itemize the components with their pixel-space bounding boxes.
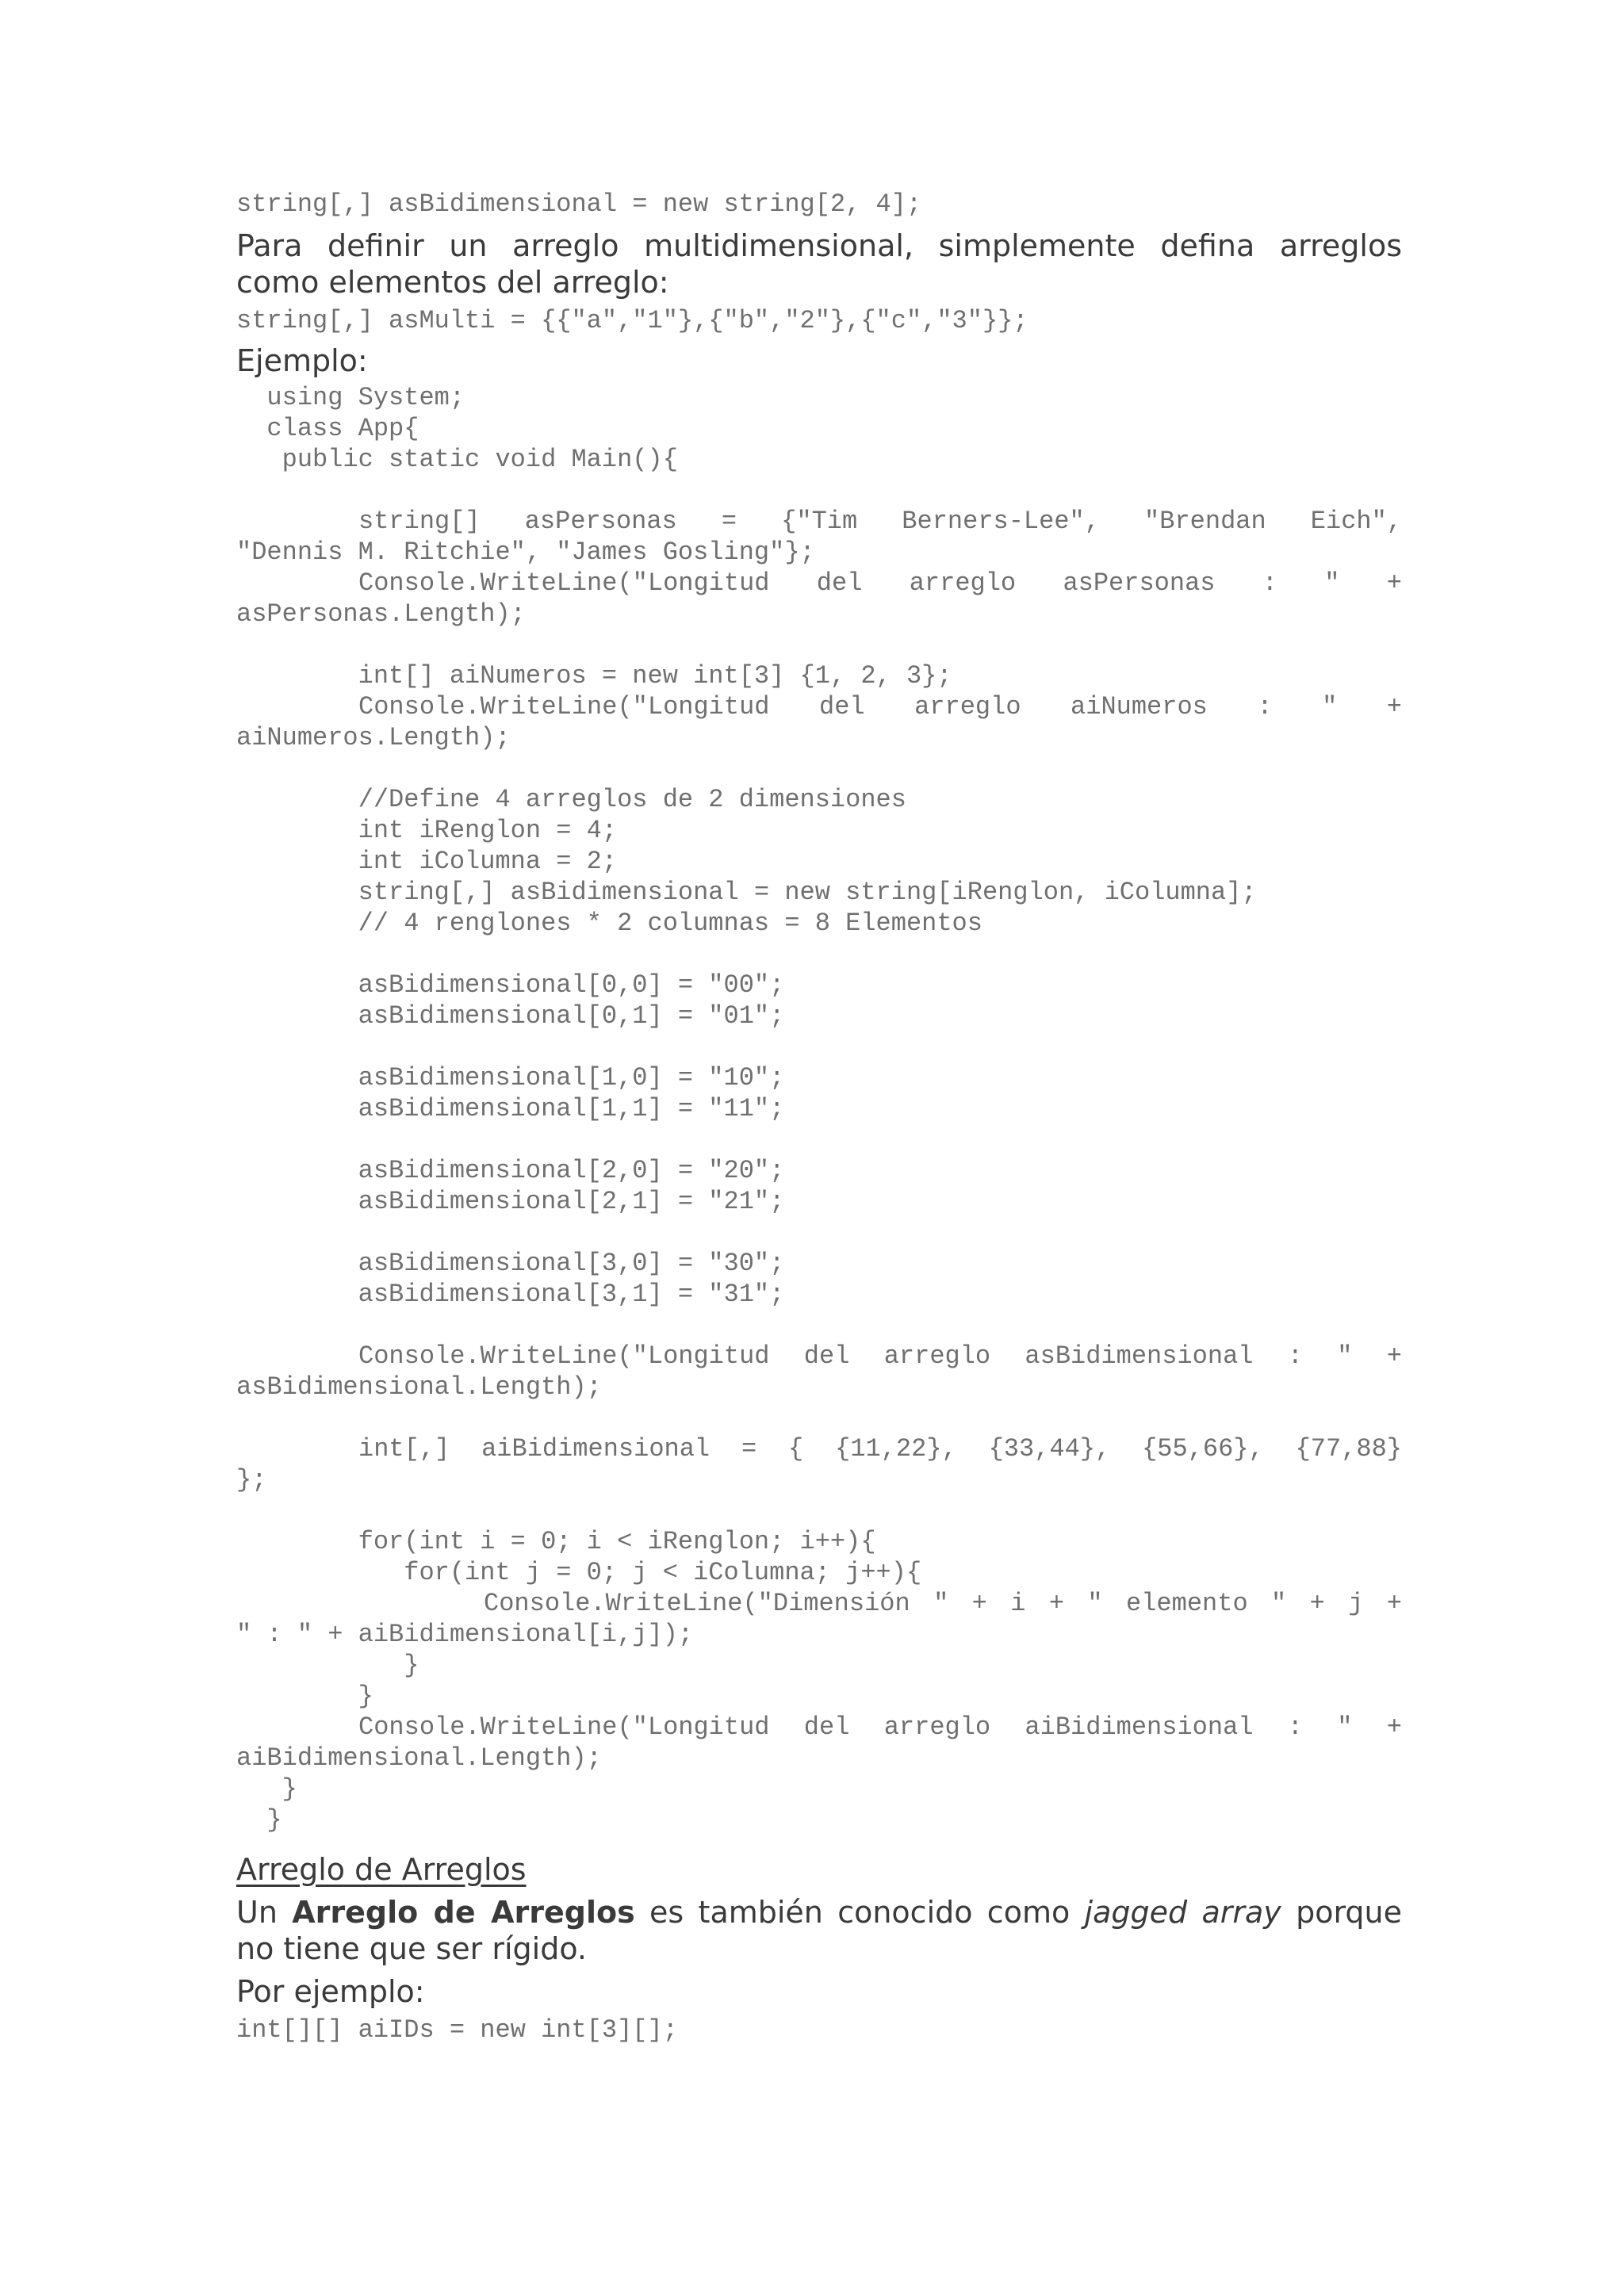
code-example-block <box>236 382 1402 1835</box>
paragraph-line: como elementos del arreglo: <box>236 265 669 300</box>
paragraph-line <box>236 1894 1402 1931</box>
code-line: asBidimensional[0,0] = "00"; <box>236 970 785 1000</box>
code-line: "Dennis M. Ritchie", "James Gosling"}; <box>236 538 815 567</box>
bold-term: Arreglo de Arreglos <box>292 1895 635 1930</box>
code-line: " : " + aiBidimensional[i,j]); <box>236 1620 694 1649</box>
section-heading-arreglo-de-arreglos: Arreglo de Arreglos <box>236 1852 527 1887</box>
code-line-bidimensional-decl: string[,] asBidimensional = new string[2, 4]; <box>236 189 922 219</box>
code-line: asBidimensional[0,1] = "01"; <box>236 1001 785 1031</box>
code-line: Console.WriteLine("Longitud del arreglo asPersonas : " + <box>358 568 1402 598</box>
label-por-ejemplo: Por ejemplo: <box>236 1974 425 2009</box>
code-line: string[,] asBidimensional = new string[iRenglon, iColumna]; <box>236 878 1257 907</box>
page-content <box>236 189 1402 2045</box>
code-line: using System; <box>236 383 465 412</box>
code-line: for(int j = 0; j < iColumna; j++){ <box>236 1558 922 1587</box>
paragraph-line: no tiene que ser rígido. <box>236 1931 587 1966</box>
code-line: asBidimensional[3,0] = "30"; <box>236 1249 785 1278</box>
paragraph-jagged-array <box>236 1894 1402 1967</box>
code-line-jagged-decl: int[][] aiIDs = new int[3][]; <box>236 2015 678 2045</box>
code-line: Console.WriteLine("Longitud del arreglo aiNumeros : " + <box>358 692 1402 721</box>
paragraph-multidimensional <box>236 228 1402 300</box>
code-line: Console.WriteLine("Longitud del arreglo asBidimensional : " + <box>358 1341 1402 1371</box>
code-line: } <box>236 1805 282 1835</box>
code-line: asBidimensional[2,1] = "21"; <box>236 1187 785 1216</box>
code-line: for(int i = 0; i < iRenglon; i++){ <box>236 1527 876 1556</box>
label-ejemplo: Ejemplo: <box>236 343 368 378</box>
code-comment: // 4 renglones * 2 columnas = 8 Elementos <box>236 909 982 938</box>
code-line: public static void Main(){ <box>236 445 678 474</box>
code-line: aiNumeros.Length); <box>236 723 511 752</box>
italic-term: jagged array <box>1084 1895 1281 1930</box>
code-line-multi-decl: string[,] asMulti = {{"a","1"},{"b","2"},{"c","3"}}; <box>236 306 1028 335</box>
text-run: Un <box>236 1895 293 1930</box>
code-line: int iColumna = 2; <box>236 847 618 876</box>
code-line: int iRenglon = 4; <box>236 816 618 845</box>
code-comment: //Define 4 arreglos de 2 dimensiones <box>236 785 906 814</box>
code-line: asBidimensional[1,0] = "10"; <box>236 1063 785 1093</box>
text-run: es también conocido como <box>634 1895 1085 1930</box>
code-line: class App{ <box>236 414 419 443</box>
code-line: asBidimensional[3,1] = "31"; <box>236 1280 785 1309</box>
code-line: } <box>236 1682 373 1711</box>
paragraph-line: Para definir un arreglo multidimensional, simplemente defina arreglos <box>236 228 1402 263</box>
code-line: } <box>236 1651 419 1680</box>
code-line: aiBidimensional.Length); <box>236 1743 602 1773</box>
code-line: asBidimensional.Length); <box>236 1372 602 1402</box>
code-line: int[] aiNumeros = new int[3] {1, 2, 3}; <box>236 661 952 691</box>
code-line: Console.WriteLine("Dimensión " + i + " elemento " + j + <box>484 1589 1402 1618</box>
code-line: asBidimensional[1,1] = "11"; <box>236 1094 785 1123</box>
code-line: string[] asPersonas = {"Tim Berners-Lee", "Brendan Eich", <box>358 507 1402 536</box>
text-run: porque <box>1281 1895 1402 1930</box>
code-line: asBidimensional[2,0] = "20"; <box>236 1156 785 1185</box>
code-line: } <box>236 1774 297 1804</box>
code-line: asPersonas.Length); <box>236 599 526 629</box>
code-line: }; <box>236 1465 267 1494</box>
code-line: int[,] aiBidimensional = { {11,22}, {33,44}, {55,66}, {77,88} <box>358 1434 1402 1464</box>
code-line: Console.WriteLine("Longitud del arreglo aiBidimensional : " + <box>358 1712 1402 1742</box>
